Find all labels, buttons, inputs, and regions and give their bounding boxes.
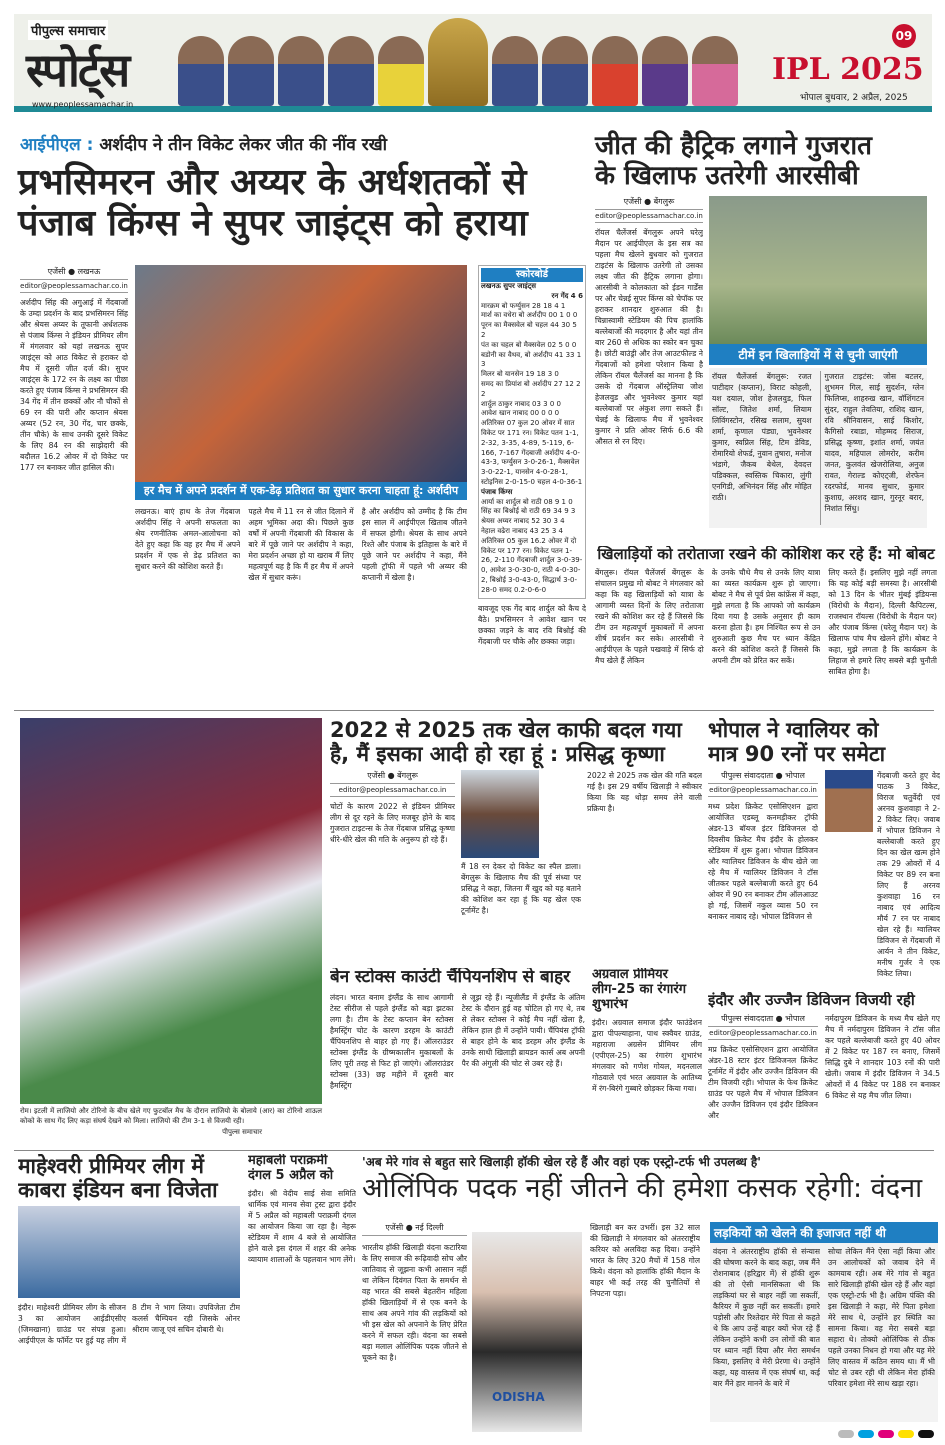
col: लिए करते हैं। इसलिए मुझे नहीं लगता कि यह कोई बड़ी समस्या है। आरसीबी को 13 दिन के भीतर मुंबई इंडियन्स (विरोधी के मैदान), दिल्ली कैपिटल्स, राजस्थान रॉयल्स (विरोधी के मैदान पर) और पंजाब किंग्स (घरेलू मैदान पर) के खिलाफ पांच मैच खेलने होंगे। बोबट ने कहा, मुझे लगता है कि कार्यक्रम के लिहाज से हमारे लिए सबसे बड़ी चुनौती साबित होगा है। — [828, 568, 937, 677]
lead-continued: बावजूद एक गेंद बाद शार्दुल को कैच दे बैठे। प्रभसिमरन ने आवेश खान पर छक्का जड़ने के बाद रवि बिश्नोई की गेंदबाजी पर चौके और छक्का जड़ा। — [478, 603, 586, 646]
maheshwari-photo — [18, 1206, 240, 1298]
col: से जूझ रहे हैं। न्यूजीलैंड में इंग्लैंड के अंतिम टेस्ट के दौरान हुई वह चोटिल हो गए थे, तब से लेकर स्टोक्स ने कोई मैच नहीं खेला है, लेकिन हाल ही में उन्होंने पायी। चैंपियंस ट्रॉफी से बाहर होने के बाद डरहम और इंग्लैंड के उनके साथी खिलाड़ी ब्रायडन कार्स अब अपनी पैर की अंगुली की चोट से उबर रहे हैं। — [461, 992, 585, 1068]
ipl-title: IPL 2025 — [772, 52, 924, 87]
krishna-photo — [461, 770, 539, 858]
cols: रन गेंद 4 6 — [551, 291, 583, 300]
squad-rcb: रॉयल चैलेंजर्स बेंगलुरू: रजत पाटीदार (कप्तान), विराट कोहली, यश दयाल, जोश हेजलवुड, फिल सॉल्ट, जितेश शर्मा, लियाम लिविंगस्टोन, रसिख सलाम, सुयश शर्मा, कृणाल पंड्या, भुवनेश्वर कुमार, स्वप्निल सिंह, टिम डेविड, रोमारियो शेफर्ड, नुवान तुषारा, मनोज भंडागे, जैकब बेथेल, देवदत्त पडिक्कल, स्वस्तिक चिकारा, लुंगी एनगिडी, अभिनंदन सिंह और मोहित राठी। — [712, 371, 812, 502]
col: के उनके चौथे मैच से उनके लिए यात्रा का व्यस्त कार्यक्रम शुरू हो जाएगा। बोबट ने मैच से पूर्व प्रेस कांफ्रेंस में कहा, मुझे लगता है कि आपको जो कार्यक्रम दिया गया है उसके अनुसार ही काम करना होता है। हम निश्चित रूप से उन शुरुआती कुछ मैच पर ध्यान केंद्रित करने की कोशिश करते हैं जिससे कि अपनी टीम को प्रेरित कर सकें। — [711, 568, 821, 666]
paper-logo: पीपुल्स समाचार — [28, 20, 108, 40]
col: गेंदबाजी करते हुए वेद पाठक 3 विकेट, विराज चतुर्वेदी एवं अरनव कुशवाहा ने 2-2 विकेट लिए। जवाब में भोपाल डिविजन ने बल्लेबाजी करते हुए दिन का खेल खत्म होने तक 29 ओवरों में 4 विकेट पर 89 रन बना लिए हैं अरनव कुशवाहा 16 रन नाबाद एवं आदित्य मौर्य 7 रन पर नाबाद खेल रहे हैं। ग्वालियर डिविजन से गेंदबाजी में आर्यन ने तीन विकेट, मनीष गुर्जर ने एक विकेट लिया। — [877, 771, 940, 979]
score-row: मिलर बो यानसेन 19 18 3 0 — [481, 370, 559, 379]
arshdeep-subcolumns — [135, 506, 467, 701]
mahabali-story — [248, 1154, 356, 1442]
byline: एजेंसी ● बेंगलुरू — [330, 770, 455, 784]
bhopal-col2-wrap — [825, 770, 940, 988]
email: editor@peoplessamachar.co.in — [595, 210, 703, 223]
sub-col: है और अर्शदीप को उम्मीद है कि टीम इस साल में आईपीएल खिताब जीतने में सफल होगी। श्रेयस के साथ अपने रिश्ते और पंजाब के इतिहास के बारे में पूछे जाने पर अर्शदीप ने कहा, मैंने पहली ट्रॉफी में पहले भी अय्यर की कप्तानी में खेला है। — [361, 507, 467, 582]
photo-credit: पीपुल्स समाचार — [222, 1128, 262, 1137]
email: editor@peoplessamachar.co.in — [708, 1027, 818, 1040]
football-block — [20, 718, 322, 1137]
score-row: शार्दुल ठाकुर नाबाद 03 3 0 0 — [481, 399, 561, 408]
sub-col: पहले मैच में 11 रन से जीत दिलाने में अहम भूमिका अदा की। पिछले कुछ वर्षों में अपनी गेंदबाजी की विकास के बारे में पूछे जाने पर अर्शदीप ने कहा, मेरा प्रदर्शन अच्छा हो या खराब मैं लिए महत्वपूर्ण यह है कि मैं हर मैच में अपने खेल में सुधार करूं। — [248, 507, 354, 582]
page-number: 09 — [892, 24, 916, 48]
squads-title: टीमें इन खिलाड़ियों में से चुनी जाएंगी — [709, 344, 927, 365]
website: www.peoplessamachar.in — [32, 100, 134, 109]
arshdeep-team-photo — [135, 265, 467, 483]
col: मध्य प्रदेश क्रिकेट एसोसिएशन द्वारा आयोजित एडब्लू कनमड़ीकर ट्रॉफी अंडर-13 बॉयज इंटर डिविजनल दो दिवसीय क्रिकेट मैच इंदौर के होलकर स्टेडियम में शुरू हुआ। भोपाल डिविजन और ग्वालियर डिविजन के बीच खेले जा रहे मैच में ग्वालियर डिविजन ने टॉस जीतकर पहले बल्लेबाजी करते हुए 64 ओवर में 90 रन बनाकर टीम ऑलआउट हो गई, जिसमें नकुल व्यास 50 रन बनाकर नाबाद रहे। भोपाल डिविजन से — [708, 802, 818, 922]
col: मप्र क्रिकेट एसोसिएशन द्वारा आयोजित अंडर-18 स्टार इंटर डिविजनल क्रिकेट टूर्नामेंट में इंदौर और उज्जैन डिविजन की टीम विजयी रही। भोपाल के फेथ क्रिकेट ग्राउंड पर पहले मैच में भोपाल डिविजन और उज्जैन डिविजन एवं इंदौर डिविजन और — [708, 1045, 818, 1121]
team2-name: पंजाब किंग्स — [481, 487, 513, 496]
vandana-photo — [472, 1232, 582, 1432]
vandana-sidebar-box — [710, 1222, 938, 1422]
kicker-text: अर्शदीप ने तीन विकेट लेकर जीत की नींव रखी — [99, 135, 388, 155]
ipl-players-banner — [178, 18, 738, 106]
col: वंदना ने अंतरराष्ट्रीय हॉकी से संन्यास की घोषणा करने के बाद कहा, जब मैंने रोशनाबाद (हरिद्वार में) से हॉकी शुरू की तो ऐसी मानसिकता थी कि लड़कियां घर से बाहर नहीं जा सकतीं, कैरियर में कुछ नहीं कर सकतीं। हमारे पड़ोसी और रिश्तेदार मेरे पिता से कहते थे कि आप उन्हें बाहर क्यों भेज रहे हैं लेकिन उन्होंने कभी उन लोगों की बात पर ध्यान नहीं दिया और मेरा समर्थन किया, इसलिए वे मेरी प्रेरणा थे। उन्होंने कहा, यह वास्तव में एक संघर्ष था, कई बार मैंने हार मानने के बारे में — [713, 1247, 820, 1388]
col: खिलाड़ी बन कर उभरीं। इस 32 साल की खिलाड़ी ने मंगलवार को अंतरराष्ट्रीय करियर को अलविदा कह दिया। उन्होंने भारत के लिए 320 मैचों में 158 गोल किये। वंदना को हालांकि हॉकी मैदान के बाहर भी कई तरह की चुनौतियों से निपटना पड़ा। — [590, 1223, 700, 1298]
krishna-story — [330, 718, 702, 963]
bobat-story — [595, 546, 937, 706]
football-photo — [20, 718, 322, 1104]
lead-kicker — [20, 132, 387, 155]
bhopal-story — [708, 718, 940, 988]
extras: अतिरिक्त 07 कुल 20 ओवर में सात विकेट पर 171 रन। विकेट पतन 1-1, 2-32, 3-35, 4-89, 5-119, 6-166, 7-167 गेंदबाजी अर्शदीप 4-0-43-3, फर्ग्युसन 3-0-26-1, मैक्सवेल 3-0-22-1, यानसेन 4-0-28-1, स्टोइनिस 2-0-15-0 चहल 4-0-36-1 — [481, 419, 583, 486]
score-row: पूरन का मैक्सवेल बो चहल 44 30 5 2 — [481, 321, 577, 339]
masthead-divider — [14, 106, 932, 112]
scoreboard — [478, 265, 586, 599]
scoreboard-column — [478, 265, 586, 705]
col: चोटों के कारण 2022 से इंडियन प्रीमियर लीग से दूर रहने के लिए मजबूर होने के बाद गुजरात टाइटन्स के तेज गेंदबाज प्रसिद्ध कृष्णा धीरे-धीरे खेल की गति के अनुरूप हो रहे हैं। — [330, 802, 455, 845]
col: 2022 से 2025 तक खेल की गति बदल गई है। इस 29 वर्षीय खिलाड़ी ने स्वीकार किया कि यह थोड़ा समय लेने वाली प्रक्रिया है। — [587, 771, 702, 814]
score-row: पंत का चहल बो मैक्सवेल 02 5 0 0 — [481, 340, 577, 349]
rcb-story — [595, 132, 940, 528]
trophy-image — [428, 18, 488, 106]
email: editor@peoplessamachar.co.in — [330, 784, 455, 797]
col: लंदन। भारत बनाम इंग्लैंड के साथ आगामी टेस्ट सीरीज से पहले इंग्लैंड को बड़ा झटका लगा है। टीम के टेस्ट कप्तान बेन स्टोक्स हैमस्ट्रिंग चोट के कारण डरहम के काउंटी चैंपियनशिप से बाहर हो गए हैं। ऑलराउंडर स्टोक्स इंग्लैंड के ग्रीष्मकालीन मुकाबलों के लिए पूरी तरह से फिट हो जाएंगे। ऑलराउंडर स्टोक्स (33) छह महीने में दूसरी बार हैमस्ट्रिंग — [330, 992, 454, 1090]
stokes-story — [330, 968, 585, 1144]
score-row: आर्या का शार्दुल बो राठी 08 9 1 0 — [481, 497, 573, 506]
agrawal-headline: अग्रवाल प्रीमियर लीग-25 का रंगारंग शुभारंभ — [592, 968, 687, 1012]
team1-name: लखनऊ सुपर जाइंट्स — [481, 282, 537, 290]
extras: अतिरिक्त 05 कुल 16.2 ओवर में दो विकेट पर 177 रन। विकेट पतन 1-26, 2-110 गेंदबाजी शार्दुल 3-0-39-0, आवेश 3-0-30-0, राठी 4-0-30-2, बिश्नोई 3-0-43-0, सिद्धार्थ 3-0-28-0 समद 0.2-0-6-0 — [481, 536, 583, 594]
byline: पीपुल्स संवाददाता ● भोपाल — [708, 770, 818, 784]
sub-col: लखनऊ। बाएं हाथ के तेज गेंदबाज अर्शदीप सिंह ने अपनी सफलता का श्रेय रणनीतिक अमल-आलोचना को देते हुए कहा कि वह हर मैच में अपने प्रदर्शन में एक से डेढ़ प्रतिशत का सुधार करने की कोशिश करते हैं। — [135, 507, 241, 571]
byline: एजेंसी ● लखनऊ — [20, 266, 128, 280]
score-row: बडोनी का वैथव, बो अर्शदीप 41 33 1 3 — [481, 350, 582, 369]
rcb-photo — [709, 196, 927, 344]
score-row: मारक्रम बो फर्ग्युसन 28 18 4 1 — [481, 301, 566, 310]
divider — [14, 1150, 934, 1151]
email: editor@peoplessamachar.co.in — [20, 280, 128, 293]
vandana-headline: ओलिंपिक पदक नहीं जीतने की हमेशा कसक रहेगी: वंदना — [362, 1173, 923, 1204]
indore-headline: इंदौर और उज्जैन डिविजन विजयी रही — [708, 992, 915, 1009]
email: editor@peoplessamachar.co.in — [708, 784, 818, 797]
score-row: श्रेयस अय्यर नाबाद 52 30 3 4 — [481, 517, 565, 526]
bobat-headline: खिलाड़ियों को तरोताजा रखने की कोशिश कर रहे हैं: मो बोबट — [597, 546, 935, 563]
bobat-body — [595, 567, 937, 706]
vandana-byline-block — [362, 1222, 467, 1442]
col: बेंगलुरू। रॉयल चैलेंजर्स बेंगलुरू के संचालन प्रमुख मो बोबट ने मंगलवार को कहा कि वह खिलाड़ियों को यात्रा के आगामी व्यस्त दिनों के लिए तरोताजा रखने की कोशिश कर रहे हैं जिससे कि टीम उन महत्वपूर्ण मुकाबलों में अपना शीर्ष प्रदर्शन कर सके। आरसीबी ने आईपीएल के पहले पखवाड़े में सिर्फ दो मैच खेले हैं लेकिन — [595, 568, 704, 666]
vandana-heading — [362, 1153, 937, 1204]
kicker-label: आईपीएल : — [20, 135, 94, 155]
section-title: स्पोर्ट्स — [26, 43, 129, 97]
bhopal-byline-block — [708, 770, 818, 988]
score-row: नेहाल वढेरा नाबाद 43 25 3 4 — [481, 526, 563, 535]
sponsor-logo: ODISHA — [492, 1390, 545, 1404]
indore-story — [708, 992, 940, 1144]
stokes-body — [330, 992, 585, 1144]
maheshwari-story — [18, 1154, 240, 1442]
col: नर्मदापुरम डिविजन के मध्य मैच खेले गए मैच में नर्मदापुरम डिविजन ने टॉस जीत कर पहले बल्लेबाजी करते हुए 40 ओवर में 2 विकेट पर 187 रन बनाए, जिसमें सिद्धि दुबे ने शानदार 103 रनों की पारी खेली। जवाब में इंदौर डिविजन ने 34.5 ओवरों में 4 विकेट पर 188 रन बनाकर 6 विकेट से यह मैच जीत लिया। — [825, 1014, 940, 1101]
rcb-byline-block — [595, 196, 703, 528]
agrawal-story — [592, 968, 702, 1144]
maheshwari-headline: माहेश्वरी प्रीमियर लीग में काबरा इंडियन बना विजेता — [18, 1154, 218, 1203]
photo-caption-bar: हर मैच में अपने प्रदर्शन में एक-डेढ़ प्रतिशत का सुधार करना चाहता हूं: अर्शदीप — [135, 482, 467, 500]
byline: पीपुल्स संवाददाता ● भोपाल — [708, 1013, 818, 1027]
byline: एजेंसी ● नई दिल्ली — [362, 1222, 467, 1236]
divider — [14, 710, 934, 711]
lead-byline-block — [20, 266, 128, 707]
score-row: आवेश खान नाबाद 00 0 0 0 — [481, 409, 560, 418]
lead-headline: प्रभसिमरन और अय्यर के अर्धशतकों से पंजाब किंग्स ने सुपर जाइंट्स को हराया — [18, 162, 528, 245]
scoreboard-title: स्कोरबोर्ड — [481, 268, 583, 282]
byline: एजेंसी ● बेंगलुरू — [595, 196, 703, 210]
rcb-headline: जीत की हैट्रिक लगाने गुजरात के खिलाफ उतरेगी आरसीबी — [595, 131, 872, 191]
lead-body: अर्शदीप सिंह की अगुआई में गेंदबाजों के उम्दा प्रदर्शन के बाद प्रभसिमरन सिंह और श्रेयस अय्यर के तूफानी अर्धशतक से पंजाब किंग्स ने इंडियन प्रीमियर लीग में मंगलवार को यहां लखनऊ सुपर जाइंट्स को आठ विकेट से हराकर दो मैच में दूसरी जीत दर्ज की। सुपर जाइंट्स के 172 रन के लक्ष्य का पीछा करते हुए पंजाब किंग्स ने प्रभसिमरन की 34 गेंद में तीन छक्कों और नौ चौकों से 69 रन की पारी और कप्तान श्रेयस अय्यर (52 रन, 30 गेंद, चार छक्के, तीन चौके) के साथ उनकी दूसरे विकेट के लिए 84 रन की साझेदारी की बदौलत 16.2 ओवर में दो विकेट पर 177 रन बनाकर जीत हासिल की। — [20, 298, 128, 472]
krishna-headline: 2022 से 2025 तक खेल काफी बदल गया है, मैं इसका आदी हो रहा हूं : प्रसिद्ध कृष्णा — [330, 718, 682, 767]
krishna-byline-block — [330, 770, 455, 963]
agrawal-body: इंदौर। अग्रवाल समाज इंदौर फाउंडेशन द्वारा पीपल्याहाना, पाथ स्क्वैयर ग्राउंड, महाराजा अग्रसेन प्रीमियर लीग (एपीएल-25) का रंगारंग शुभारंभ मंगलवार को गणेश गोयल, मदनलाल गोठवाले एवं भरत अग्रवाल के आतिथ्य में रंग-बिरंगे गुब्बारे छोड़कर किया गया। — [592, 1017, 702, 1093]
vandana-kicker: 'अब मेरे गांव से बहुत सारे खिलाड़ी हॉकी खेल रहे हैं और वहां एक एस्ट्रो-टर्फ भी उपलब्ध है' — [362, 1155, 761, 1169]
indore-byline-block — [708, 1013, 818, 1144]
bhopal-headline: भोपाल ने ग्वालियर को मात्र 90 रनों पर समेटा — [708, 718, 886, 767]
vandana-body: भारतीय हॉकी खिलाड़ी वंदना कटारिया के लिए समाज की रूढ़िवादी सोच और जातिवाद से जूझना कभी आसान नहीं था लेकिन दिवंगत पिता के समर्थन से वह भारत की सबसे बेहतरीन महिला हॉकी खिलाड़ियों में से एक बनने के साथ अब अपने गांव की लड़कियों को भी इस खेल को अपनाने के लिए प्रेरित करने में सफल रही। वंदना का सबसे बड़ा मलाल ओलिंपिक पदक जीतने से चूकने का है। — [362, 1243, 467, 1362]
mahabali-body: इंदौर। श्री वेदीय साई सेवा समिति धार्मिक एवं मानव सेवा ट्रस्ट द्वारा इंदौर में 5 अप्रैल को महाबली पराक्रमी दंगल का आयोजन किया जा रहा है। नेहरू स्टेडियम में शाम 4 बजे से आयोजित होने वाले इस दंगल में शहर की अनेक व्यायाम शालाओं के पहलवान भाग लेंगे। — [248, 1188, 356, 1264]
date: भोपाल बुधवार, 2 अप्रैल, 2025 — [800, 93, 908, 103]
score-row: समद का प्रियांश बो अर्शदीप 27 12 2 2 — [481, 379, 581, 398]
box-title: लड़कियों को खेलने की इजाजत नहीं थी — [710, 1222, 938, 1243]
registration-marks — [838, 1430, 934, 1438]
col: सोचा लेकिन मैंने ऐसा नहीं किया और उन आलोचकों को जवाब देने में कामयाब रही। अब मेरे गांव से बहुत सारे खिलाड़ी हॉकी खेल रहे हैं और वहां एक एस्ट्रो-टर्फ भी है। अग्रिम पंक्ति की इस खिलाड़ी ने कहा, मेरे पिता हमेशा मेरे साथ थे, उन्होंने हर स्थिति का सामना किया। वह मेरा सबसे बड़ा सहारा थे। तोक्यो ओलिंपिक से ठीक पहले उनका निधन हो गया और यह मेरे लिए वास्तव में कठिन समय था। मैं भी चोट से उबर रही थी लेकिन मेरा हॉकी परिवार हमेशा मेरे साथ खड़ा रहा। — [828, 1247, 935, 1388]
maheshwari-body: इंदौर। माहेश्वरी प्रीमियर लीग के सीजन 3 का आयोजन आईडीएसीए (जिमखाना) ग्राउंड पर संपन्न हुआ। आईपीएल के फॉर्मेट पर हुई यह लीग में 8 टीम ने भाग लिया। उपविजेता टीम कलर्स चैम्पियन रही जिसके ओनर श्रीराम जाजू एवं सचिन दोबारी थे। — [18, 1303, 240, 1346]
mahabali-headline: महाबली पराक्रमी दंगल 5 अप्रैल को — [248, 1154, 334, 1183]
squad-gt: गुजरात टाइटंस: जोस बटलर, शुभमन गिल, साई सुदर्शन, ग्लेन फिलिप्स, शाहरुख खान, वॉशिंगटन सुंदर, राहुल तेवतिया, राशिद खान, रवि श्रीनिवासन, साई किशोर, कैगिसो रबाडा, मोहम्मद सिराज, प्रसिद्ध कृष्णा, इशांत शर्मा, जयंत यादव, महिपाल लोमरोर, करीम जनत, कुलवंत खेजरोलिया, अनुज रावत, गेराल्ड कोएट्जी, शेरफेन रदरफोर्ड, मानव सुथार, कुमार कुशाग्र, अरशद खान, गुरनूर बरार, निशांत सिंधु। — [820, 371, 925, 525]
squads — [709, 368, 927, 528]
stokes-headline: बेन स्टोक्स काउंटी चैंपियनशिप से बाहर — [330, 968, 571, 987]
football-caption: रोम। इटली में लाजियो और टोरिनो के बीच खेले गए फुटबॉल मैच के दौरान लाजियो के बोलाये (आर) का टोरिनो शाऊल कोको के साथ गेंद लिए कड़ा संघर्ष देखने को मिला। लाजियो की टीम 3-1 से विजयी रही। — [20, 1107, 322, 1126]
rcb-body: रॉयल चैलेंजर्स बेंगलुरू अपने घरेलू मैदान पर आईपीएल के इस सत्र का पहला मैच खेलने बुधवार को गुजरात टाइटंस के खिलाफ उतरेगी तो उसका लक्ष्य जीत की हैट्रिक लगाना होगा। आरसीबी ने कोलकाता को ईडन गार्डेंस पर और चेन्नई सुपर किंग्स को चेपॉक पर हराकर शानदार शुरुआत की है। चिन्नास्वामी स्टेडियम की पिच हालांकि बल्लेबाजों की मददगार है और यहां तीन बार 260 से अधिक का स्कोर बन चुका है। छोटी बाउंड्री और तेज आउटफील्ड ने गेंदबाजों को हमेशा परेशान किया है लेकिन रॉयल चैलेंजर्स का मानना है कि उसके दो गेंदबाज ऑस्ट्रेलिया जोश हेजलवुड और भुवनेश्वर कुमार यहां बल्लेबाजों पर अंकुश लगा सकते हैं। चेन्नई के खिलाफ मैच में भुवनेश्वर कुमार ने प्रति ओवर सिर्फ 6.6 की औसत से रन दिए। — [595, 227, 703, 446]
player-photo — [825, 770, 873, 832]
score-row: मार्श का वधेरा बो अर्शदीप 00 1 0 0 — [481, 311, 578, 320]
col: मैं 18 रन देकर दो विकेट का स्पैल डाला। बेंगलुरू के खिलाफ मैच की पूर्व संध्या पर प्रसिद्ध ने कहा, जितना मैं खुद को यह बताने की कोशिश कर रहा हूं कि यह खेल एक टूर्नामेंट है। — [461, 862, 581, 916]
score-row: सिंह का बिश्नोई बो राठी 69 34 9 3 — [481, 507, 576, 516]
